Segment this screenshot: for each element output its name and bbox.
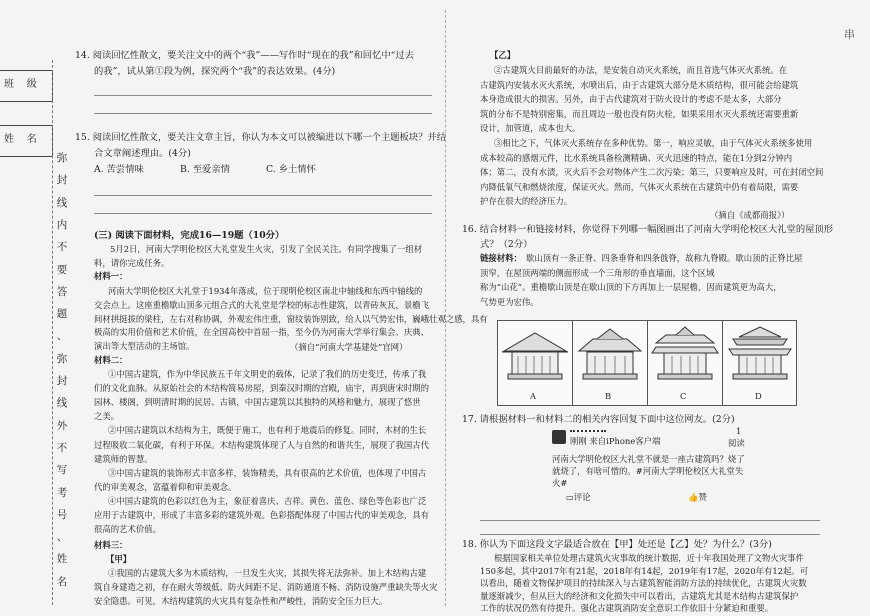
material2-line: 应用于古建筑中，形成了丰富多彩的建筑外观。色彩搭配体现了中国古代的审美观念，具有	[94, 510, 429, 520]
link-line: 称为“山花”。重檐歇山顶是在歇山顶的下方再加上一层屋檐，因而建筑更为高大，	[480, 282, 782, 293]
seal-char: 内	[56, 218, 68, 231]
link-line: 气势更为宏伟。	[480, 296, 539, 307]
material2-line: ②中国古建筑以木结构为主，既便于施工，也有利于地震后的修复。同时，木材的生长	[108, 425, 427, 436]
seal-char: 弥	[56, 352, 68, 365]
yi-line: 筑的分布不是特别密集，而且周边一般也没有防火栓，如果采用水灭火系统还需要重新	[480, 108, 799, 119]
q15-line1: 15. 阅读回忆性散文，要关注文章主旨，你认为本文可以被编进以下哪一个主题板块？并结	[75, 132, 447, 143]
q18-paragraph-line: 150多起，其中2017年有21起，2018年有14起，2019年有17起，2020年有12起。可	[480, 565, 809, 576]
post-text-3: 火#	[552, 478, 568, 488]
q15-answer-line[interactable]	[94, 213, 432, 214]
material1-label: 材料一：	[94, 271, 128, 281]
link-line: 顶窄，在屋顶两端的侧面形成一个三角形的垂直墙面，这个区域	[480, 267, 715, 278]
q15-option-a: A. 苦尝情味	[94, 164, 144, 175]
yi-line: ②古建筑火目前最好的办法，是安装自动灭火系统，而且首选气体灭火系统。在	[494, 65, 788, 75]
yi-line: 护存在很大的经济压力。	[480, 196, 573, 207]
q18-question: 18. 你认为下面这段文字最适合放在【甲】处还是【乙】处？为什么？(3分)	[462, 539, 772, 550]
material3-line: 筑自身建造之初，存在耐火等级低、防火间距不足、消防通道不畅、消防设施严重缺失等火灾	[94, 582, 438, 593]
q15-option-c: C. 乡土情怀	[266, 164, 316, 175]
yi-line: 本身造成很大的损害。另外，由于古代建筑对于防火设计的考虑不是太多，大部分	[480, 94, 782, 105]
name-label: 姓 名	[4, 134, 37, 145]
corner-mark: 串	[844, 28, 855, 41]
comment-label: 评论	[573, 492, 591, 502]
avatar	[552, 430, 566, 444]
seal-char: 外	[56, 419, 68, 432]
like-button[interactable]	[688, 490, 707, 505]
roof-option-a[interactable]	[498, 321, 573, 405]
seal-char: 不	[56, 441, 68, 454]
material3-line: 安全隐患。可见，木结构建筑的火灾具有复杂性和严峻性，消防安全压力巨大。	[94, 596, 388, 607]
roof-option-b[interactable]	[573, 321, 648, 405]
section3-intro-1: 5月2日，河南大学明伦校区大礼堂发生火灾，引发了全民关注。有同学搜集了一组材	[110, 244, 423, 254]
seal-dashed-line	[52, 60, 53, 605]
q15-answer-line[interactable]	[94, 195, 432, 196]
q15-option-b: B. 至爱亲情	[180, 164, 230, 175]
post-text-1: 河南大学明伦校区大礼堂不就是一座古建筑吗？烧了	[552, 454, 745, 464]
roof-label-d: D	[755, 391, 762, 401]
yi-label: 【乙】	[490, 50, 516, 60]
roof-c-icon	[648, 321, 722, 391]
seal-char: 姓	[56, 553, 68, 566]
post-text-2: 就烧了，有啥可惜的。#河南大学明伦校区大礼堂失	[552, 466, 744, 476]
yi-line: 内降低氧气和燃烧浓度，保证灭火。然而，气体灭火系统在古建筑中仍有着局限，需要	[480, 181, 799, 192]
column-divider	[445, 10, 446, 606]
material2-line: ③中国古建筑的装饰形式丰富多样，装饰精美，具有很高的艺术价值，也体现了中国古	[108, 467, 427, 478]
seal-char: 封	[56, 375, 68, 387]
post-meta: 刚刚 来自iPhone客户端	[570, 436, 661, 446]
username-dots	[570, 430, 606, 432]
roof-b-icon	[573, 321, 647, 391]
q18-paragraph-line: 量逐渐减少，但从巨大的经济和文化损失中可以看出，古建筑尤其是木结构古建筑保护	[480, 590, 799, 601]
material2-line: ④中国古建筑的色彩以红色为主，象征着喜庆、吉祥。黄色、蓝色、绿色等色彩也广泛	[108, 495, 427, 506]
roof-d-icon	[723, 321, 797, 391]
class-label: 班 级	[4, 79, 37, 90]
yi-line: ③相比之下，气体灭火系统存在多种优势。第一，响应灵敏，由于气体灭火系统多使用	[494, 138, 813, 148]
q14-line2: 的我”，试从第①段为例，探究两个“我”的表达效果。(4分)	[94, 66, 336, 77]
material1-line: 间材拱挺拔的梁柱，左右对称协调，外观宏伟庄重，窗纹装饰别致，给人以气势宏伟，巍峨壮观之感，具有	[94, 313, 488, 324]
q17-line1: 17. 请根据材料一和材料二的相关内容回复下面中这位网友。(2分)	[462, 414, 735, 425]
seal-char: 写	[56, 464, 68, 477]
seal-char: 答	[56, 285, 68, 298]
seal-char: 考	[56, 486, 68, 499]
material2-line: 们的文化血脉。从原始社会的木结构简易房屋，到秦汉时期的宫殿，庙宇，再到唐宋时期的	[94, 383, 429, 394]
roof-option-c[interactable]	[648, 321, 723, 405]
material1-line: 河南大学明伦校区大礼堂于1934年落成，位于现明伦校区南北中轴线和东西中轴线的	[108, 286, 423, 296]
q14-answer-line[interactable]	[94, 95, 432, 96]
material2-label: 材料二：	[94, 355, 128, 365]
q17-answer-line[interactable]	[480, 520, 820, 521]
seal-char: 线	[56, 397, 68, 410]
yi-line: 体；第二，没有水渍，灭火后不会对物体产生二次污染；第三，只要响应及时，可在封闭空间	[480, 167, 824, 178]
material2-line: 代的审美观念，富蕴着仰和审美观念。	[94, 481, 237, 492]
roof-label-b: B	[605, 391, 612, 401]
section3-intro-2: 料，请你完成任务。	[94, 258, 170, 268]
q18-paragraph-line: 以看出，随着文物保护项目的持续深入与古建筑智能消防方法的持续优化，古建筑火灾数	[480, 578, 807, 589]
roof-option-d[interactable]	[723, 321, 797, 405]
comment-icon: ▭	[566, 492, 574, 502]
social-post	[548, 428, 778, 502]
jia-label: 【甲】	[106, 554, 132, 564]
roof-label-a: A	[530, 391, 537, 401]
seal-char: 线	[56, 196, 68, 209]
roof-a-icon	[498, 321, 572, 391]
q17-answer-line[interactable]	[480, 534, 820, 535]
seal-char: 名	[56, 575, 68, 588]
q14-answer-line[interactable]	[94, 113, 432, 114]
roof-images	[497, 320, 797, 406]
like-label: 赞	[698, 492, 707, 502]
thumbs-up-icon: 👍	[688, 492, 699, 502]
link-label: 链接材料：	[480, 253, 522, 263]
material2-line: 很高的艺术价值。	[94, 524, 161, 535]
seal-char: 封	[56, 174, 68, 187]
material1-line: 演出等大型活动的主场馆。	[94, 341, 195, 352]
comment-button[interactable]	[566, 490, 591, 505]
material2-line: 园林、楼阁，到明清时期的民居、古镇，中国古建筑以其独特的风格和魅力，展现了悠世	[94, 397, 421, 408]
q18-paragraph-line: 根据国家相关单位处理古建筑火灾事故的统计数据，近十年我国处理了文物火灾事件	[494, 553, 804, 563]
seal-char: 、	[56, 531, 68, 544]
yi-line: 古建筑内安装水灭火系统，水喷出后，由于古建筑大部分是木质结构，很可能会给建筑	[480, 79, 799, 90]
material3-label: 材料三：	[94, 540, 128, 550]
q14-line1: 14. 阅读回忆性散文，要关注文中的两个“我”——写作时“现在的我”和回忆中“过去	[75, 50, 415, 61]
seal-char: 要	[56, 263, 68, 276]
q16-line1: 16. 结合材料一和链接材料，你觉得下列哪一幅图画出了河南大学明伦校区大礼堂的屋顶形	[462, 224, 834, 235]
seal-char: 、	[56, 330, 68, 343]
q16-line2: 式？（2分）	[480, 239, 533, 250]
material2-line: 之美。	[94, 411, 120, 422]
material2-line: 建筑师的智慧。	[94, 453, 153, 464]
material1-line: 交会点上。这座重檐歇山顶多元组合式的大礼堂是学校的标志性建筑，以青砖灰瓦，景檐飞	[94, 299, 429, 310]
section3-heading: (三) 阅读下面材料，完成16—19题（10分）	[94, 230, 285, 241]
material1-line: 极高的实用价值和艺术价值，在全国高校中首屈一指，至今仍为河南大学举行集会、庆典、	[94, 327, 429, 338]
material1-source: （摘自“河南大学基建处”官网）	[290, 342, 408, 352]
link-line: 歇山顶有一条正脊、四条垂脊和四条戗脊，故称九脊殿。歇山顶的正脊比屋	[526, 253, 803, 263]
seal-char: 号	[56, 508, 68, 521]
seal-char: 题	[56, 308, 68, 321]
seal-char: 弥	[56, 152, 68, 164]
yi-source: （摘自《成都商报》）	[710, 210, 790, 220]
yi-line: 成本较高的感烟元件，比水系统具备检测精确、灭火迅速的特点，能在1分到2分钟内	[480, 152, 793, 163]
material3-line: ①我国的古建筑大多为木质结构，一旦发生火灾，其损失将无法弥补。加上木结构古建	[108, 568, 427, 578]
q15-line2: 合文章阐述理由。(4分)	[94, 148, 191, 159]
yi-line: 设计，加管道，成本也大。	[480, 123, 581, 134]
read-label: 阅读	[728, 438, 745, 448]
roof-label-c: C	[680, 391, 687, 401]
seal-char: 不	[56, 241, 68, 254]
material2-line: ①中国古建筑，作为中华民族五千年文明史的载体，记录了我们的历史变迁，传承了我	[108, 369, 427, 379]
q18-paragraph-line: 工作的状况仍然有待提升。强化古建筑消防安全意识工作依旧十分紧迫和重要。	[480, 603, 774, 614]
read-count: 1	[736, 426, 742, 436]
material2-line: 过程吸收二氧化碳，有利于环保。木结构建筑体现了人与自然的和谐共生，展现了我国古代	[94, 439, 429, 450]
